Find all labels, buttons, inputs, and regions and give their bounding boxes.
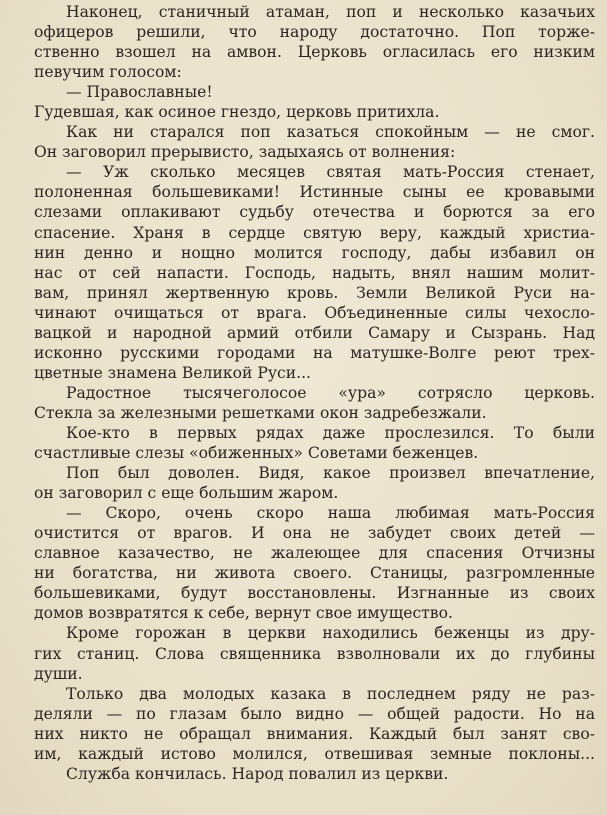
- text-line: гих станиц. Слова священника взволновали их до глубины: [34, 644, 595, 663]
- text-line: — Православные!: [66, 83, 213, 102]
- text-line: спасение. Храня в сердце святую веру, каждый христиа-: [34, 223, 595, 242]
- text-line: исконно русскими городами на матушке-Волге реют трех-: [34, 343, 595, 362]
- text-line: — Уж сколько месяцев святая мать-Россия стенает,: [66, 163, 595, 182]
- text-line: очистится от врагов. И она не забудет своих детей —: [34, 524, 595, 543]
- text-line: домов возвратятся к себе, вернут свое имущество.: [34, 604, 453, 623]
- text-line: большевиками, будут восстановлены. Изгнанные из своих: [34, 584, 595, 603]
- text-line: цветные знамена Великой Руси...: [34, 363, 311, 382]
- text-line: Служба кончилась. Народ повалил из церкви.: [66, 764, 449, 783]
- text-line: ственно взошел на амвон. Церковь огласилась его низким: [34, 43, 595, 62]
- text-line: Радостное тысячеголосое «ура» сотрясло церковь.: [66, 383, 595, 402]
- text-line: Только два молодых казака в последнем ряду не раз-: [66, 684, 595, 703]
- text-line: деляли — по глазам было видно — общей радости. Но на: [34, 704, 595, 723]
- text-line: ни богатства, ни живота своего. Станицы, разгромленные: [34, 564, 595, 583]
- text-line: нас от сей напасти. Господь, надыть, внял нашим молит-: [34, 263, 595, 282]
- text-line: слезами оплакивают судьбу отечества и борются за его: [34, 203, 595, 222]
- text-line: нин денно и нощно молится господу, дабы избавил он: [34, 243, 595, 262]
- text-line: чинают очищаться от врага. Объединенные силы чехосло-: [34, 303, 595, 322]
- text-line: Кое-кто в первых рядах даже прослезился. То были: [66, 423, 595, 442]
- text-line: — Скоро, очень скоро наша любимая мать-Россия: [66, 504, 595, 523]
- text-line: Стекла за железными решетками окон задребезжали.: [34, 403, 487, 422]
- text-line: он заговорил с еще большим жаром.: [34, 484, 339, 503]
- text-line: Гудевшая, как осиное гнездо, церковь притихла.: [34, 103, 440, 122]
- text-line: них никто не обращал внимания. Каждый был занят сво-: [34, 724, 595, 743]
- text-line: Кроме горожан в церкви находились беженцы из дру-: [66, 624, 595, 643]
- text-line: певучим голосом:: [34, 63, 182, 82]
- text-line: Поп был доволен. Видя, какое произвел впечатление,: [66, 464, 595, 483]
- text-line: им, каждый истово молился, отвешивая земные поклоны...: [34, 744, 595, 763]
- text-line: Он заговорил прерывисто, задыхаясь от волнения:: [34, 143, 456, 162]
- text-line: славное казачество, не жалеющее для спасения Отчизны: [34, 544, 595, 563]
- text-line: вацкой и народной армий отбили Самару и Сызрань. Над: [34, 323, 595, 342]
- text-line: полоненная большевиками! Истинные сыны ее кровавыми: [34, 183, 595, 202]
- page-body-text: [34, 2, 595, 784]
- text-line: Как ни старался поп казаться спокойным — не смог.: [66, 123, 595, 142]
- text-line: офицеров решили, что народу достаточно. Поп торже-: [34, 23, 595, 42]
- text-line: Наконец, станичный атаман, поп и несколько казачьих: [66, 3, 595, 21]
- text-line: души.: [34, 664, 83, 683]
- text-line: счастливые слезы «обиженных» Советами беженцев.: [34, 444, 479, 463]
- text-line: вам, принял жертвенную кровь. Земли Великой Руси на-: [34, 283, 595, 302]
